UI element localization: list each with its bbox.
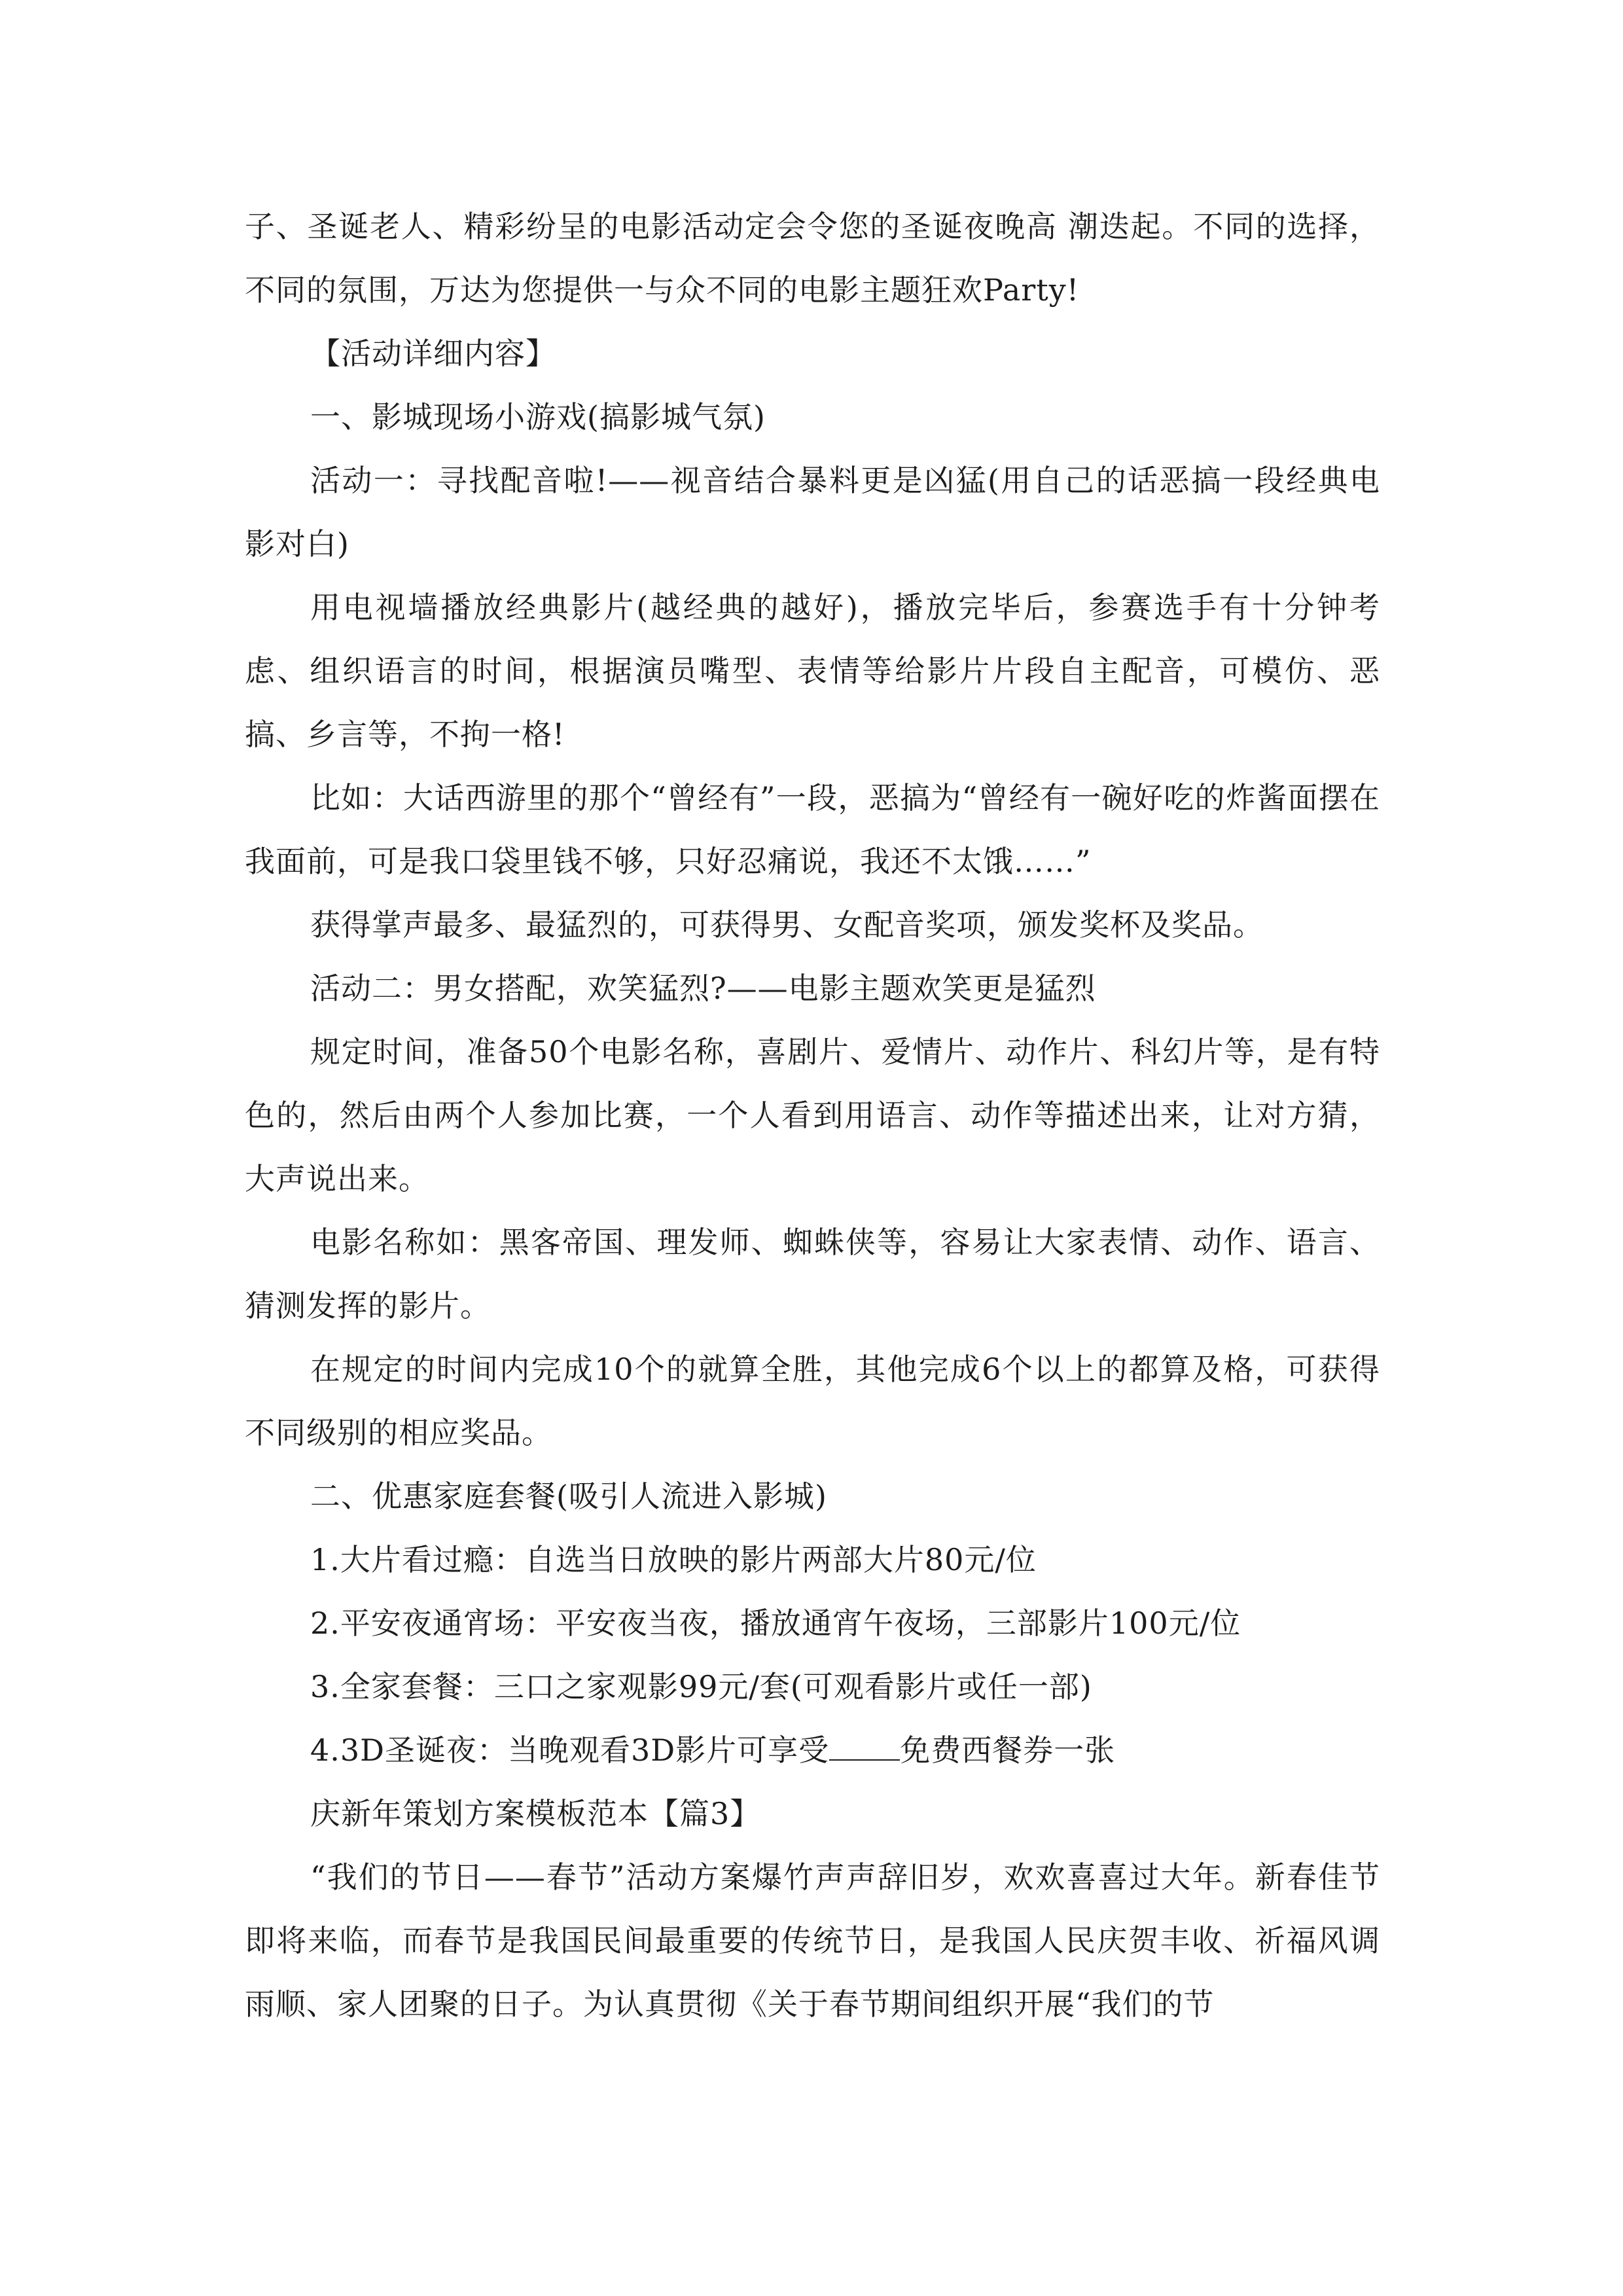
paragraph-activity-one-title: 活动一：寻找配音啦!——视音结合暴料更是凶猛(用自己的话恶搞一段经典电影对白) [245,463,1380,562]
list-item-package-1: 1.大片看过瘾：自选当日放映的影片两部大片80元/位 [310,1542,1037,1577]
list-item-package-3: 3.全家套餐：三口之家观影99元/套(可观看影片或任一部) [310,1669,1092,1704]
article-title-part-3: 庆新年策划方案模板范本【篇3】 [310,1796,761,1831]
document-body [245,195,1380,2036]
paragraph-intro-continued: 子、圣诞老人、精彩纷呈的电影活动定会令您的圣诞夜晚高 潮迭起。不同的选择，不同的氛围，万达为您提供一与众不同的电影主题狂欢Party! [245,209,1380,308]
list-item-package-2: 2.平安夜通宵场：平安夜当夜，播放通宵午夜场，三部影片100元/位 [310,1605,1241,1641]
section-heading-games: 一、影城现场小游戏(搞影城气氛) [310,399,766,435]
paragraph-activity-one-prize: 获得掌声最多、最猛烈的，可获得男、女配音奖项，颁发奖杯及奖品。 [310,907,1264,942]
paragraph-activity-one-example: 比如：大话西游里的那个“曾经有”一段，恶搞为“曾经有一碗好吃的炸酱面摆在我面前，可是我口袋里钱不够，只好忍痛说，我还不太饿……” [245,780,1380,879]
fill-in-blank [829,1734,900,1761]
paragraph-spring-festival-intro: “我们的节日——春节”活动方案爆竹声声辞旧岁，欢欢喜喜过大年。新春佳节即将来临，而春节是我国民间最重要的传统节日，是我国人民庆贺丰收、祈福风调雨顺、家人团聚的日子。为认真贯彻《关于春节期间组织开展“我们的节 [245,1859,1380,2022]
list-item-package-4 [245,1719,1380,1782]
paragraph-activity-two-rules: 规定时间，准备50个电影名称，喜剧片、爱情片、动作片、科幻片等，是有特色的，然后由两个人参加比赛，一个人看到用语言、动作等描述出来，让对方猜，大声说出来。 [245,1034,1380,1196]
paragraph-activity-two-examples: 电影名称如：黑客帝国、理发师、蜘蛛侠等，容易让大家表情、动作、语言、猜测发挥的影片。 [245,1225,1380,1323]
list-item-package-4-suffix: 免费西餐券一张 [900,1732,1116,1768]
paragraph-activity-two-title: 活动二：男女搭配，欢笑猛烈?——电影主题欢笑更是猛烈 [310,971,1096,1006]
section-heading-activity-details: 【活动详细内容】 [310,336,556,371]
section-heading-family-package: 二、优惠家庭套餐(吸引人流进入影城) [310,1479,827,1514]
list-item-package-4-text: 4.3D圣诞夜：当晚观看3D影片可享受 [310,1732,830,1768]
paragraph-activity-two-prize: 在规定的时间内完成10个的就算全胜，其他完成6个以上的都算及格，可获得不同级别的相应奖品。 [245,1352,1380,1450]
paragraph-activity-one-rules: 用电视墙播放经典影片(越经典的越好)，播放完毕后，参赛选手有十分钟考虑、组织语言的时间，根据演员嘴型、表情等给影片片段自主配音，可模仿、恶搞、乡言等，不拘一格! [245,590,1380,752]
